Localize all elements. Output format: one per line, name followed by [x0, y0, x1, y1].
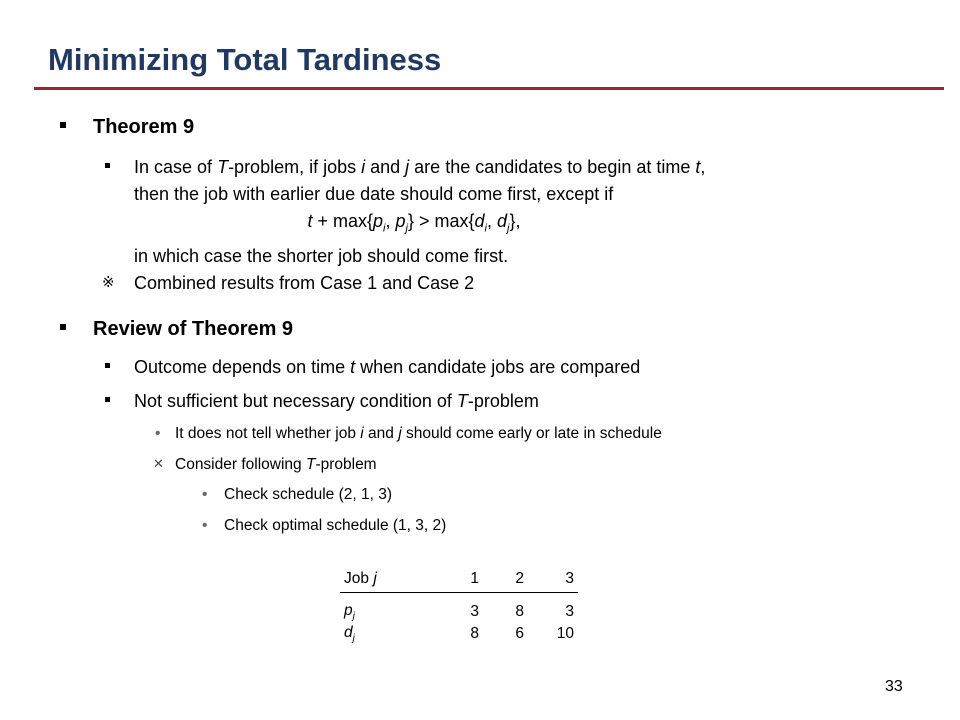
table-header-cell: 3: [524, 566, 578, 593]
table-row: [340, 593, 578, 624]
theorem-line-1: In case of T-problem, if jobs i and j are the candidates to begin at time t,: [134, 157, 706, 177]
table-header-cell: 2: [479, 566, 524, 593]
theorem-line-4: in which case the shorter job should come first.: [134, 245, 509, 266]
table-cell: 3: [565, 603, 574, 620]
table-cell: 6: [515, 625, 524, 642]
row-label-p: $p_j$: [344, 601, 355, 623]
title-underline: [34, 87, 944, 90]
square-bullet-icon: [60, 324, 66, 330]
row-label-d: $d_j$: [344, 623, 355, 645]
table-cell: 3: [470, 603, 479, 620]
theorem-heading: Theorem 9: [93, 116, 195, 138]
table-cell: 10: [556, 625, 574, 642]
table-cell: 8: [470, 625, 479, 642]
table-row: [340, 623, 578, 645]
theorem-formula: $t + \max\{p_i$, $p_j\} > \max\{d_i$, $d_j$},: [307, 211, 521, 235]
dot-bullet-icon: •: [202, 517, 208, 534]
square-bullet-icon: [105, 163, 110, 168]
table-cell: 8: [515, 603, 524, 620]
square-bullet-icon: [60, 122, 66, 128]
square-bullet-icon: [105, 397, 110, 402]
theorem-line-2: then the job with earlier due date should come first, except if: [134, 184, 614, 204]
slide-title: Minimizing Total Tardiness: [48, 42, 442, 77]
page-number: 33: [885, 678, 903, 695]
x-mark-icon: ✕: [153, 456, 164, 471]
job-table: [340, 566, 578, 645]
review-heading: Review of Theorem 9: [93, 318, 294, 340]
square-bullet-icon: [105, 363, 110, 368]
dot-bullet-icon: •: [202, 486, 208, 503]
table-header-cell: 1: [434, 566, 479, 593]
theorem-statement: [134, 154, 914, 270]
dot-bullet-icon: •: [155, 425, 161, 442]
reference-mark-icon: ※: [102, 274, 115, 291]
table-header-job: Job j: [340, 566, 434, 593]
table-header-row: [340, 566, 578, 593]
